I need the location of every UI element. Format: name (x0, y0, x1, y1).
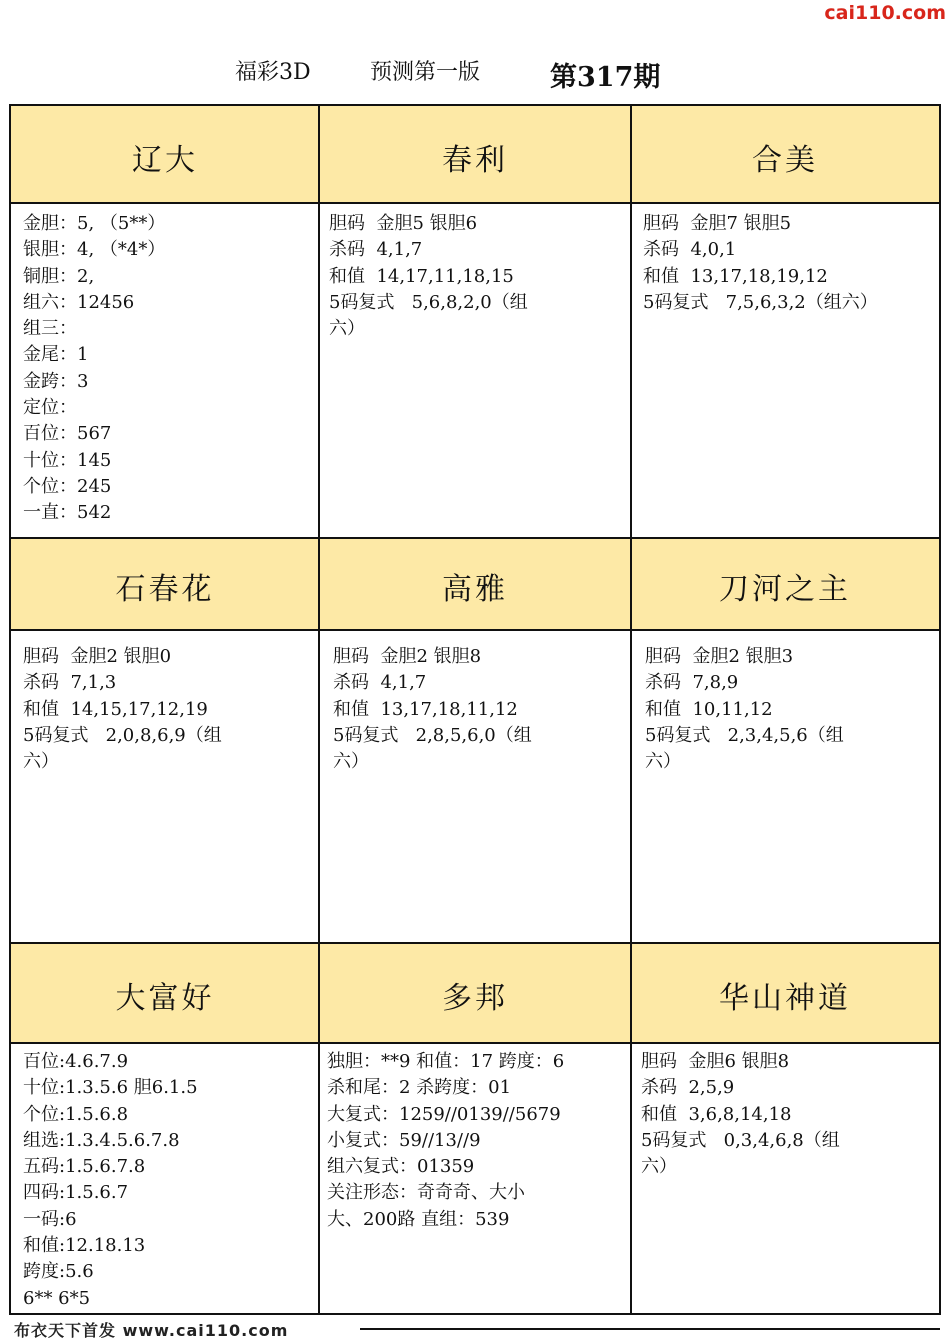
prediction-line: 和值 14,15,17,12,19 (23, 698, 208, 720)
prediction-line: 5码复式 5,6,8,2,0（组 (329, 291, 528, 313)
prediction-line: 百位:4.6.7.9 (23, 1051, 129, 1072)
footer-credit: 布衣天下首发 www.cai110.com (14, 1321, 289, 1340)
prediction-line: 5码复式 2,8,5,6,0（组 (333, 724, 532, 746)
prediction-line: 四码:1.5.6.7 (23, 1182, 129, 1204)
prediction-line: 5码复式 0,3,4,6,8（组 (641, 1129, 840, 1151)
prediction-line: 组三： (23, 318, 77, 340)
prediction-text (643, 211, 878, 316)
prediction-line: 和值 13,17,18,11,12 (333, 698, 518, 720)
prediction-line: 独胆：**9 和值：17 跨度：6 (327, 1051, 565, 1072)
prediction-text (23, 1049, 198, 1312)
prediction-line: 六） (329, 318, 365, 340)
prediction-line: 胆码 金胆2 银胆8 (333, 646, 482, 667)
prediction-line: 银胆：4, （*4*） (23, 239, 166, 261)
issue-number: 第317期 (550, 62, 661, 93)
prediction-line: 5码复式 7,5,6,3,2（组六） (643, 291, 878, 313)
prediction-line: 铜胆：2, (23, 265, 95, 287)
prediction-line: 组选:1.3.4.5.6.7.8 (23, 1129, 180, 1151)
prediction-line: 大复式：1259//0139//5679 (327, 1103, 561, 1125)
grid-line (11, 202, 939, 204)
prediction-line: 个位：245 (23, 475, 112, 497)
predictor-name: 合美 (752, 142, 818, 178)
prediction-line: 胆码 金胆6 银胆8 (641, 1051, 790, 1072)
prediction-line: 关注形态：奇奇奇、大小 (327, 1182, 525, 1204)
prediction-line: 6** 6*5 (23, 1287, 91, 1309)
prediction-line: 一直：542 (23, 502, 112, 524)
prediction-text (327, 1049, 564, 1233)
predictor-name: 高雅 (442, 572, 508, 607)
prediction-line: 5码复式 2,3,4,5,6（组 (645, 724, 844, 746)
prediction-line: 和值 14,17,11,18,15 (329, 265, 514, 287)
prediction-line: 和值:12.18.13 (23, 1235, 146, 1257)
prediction-line: 5码复式 2,0,8,6,9（组 (23, 724, 222, 746)
prediction-line: 十位：145 (23, 449, 112, 471)
prediction-line: 个位:1.5.6.8 (23, 1103, 129, 1125)
prediction-line: 胆码 金胆2 银胆3 (645, 646, 794, 667)
predictor-name: 春利 (442, 142, 508, 178)
prediction-line: 胆码 金胆2 银胆0 (23, 646, 172, 667)
prediction-line: 杀码 4,0,1 (643, 239, 737, 261)
prediction-line: 六） (23, 751, 59, 773)
grid-line (318, 106, 320, 1313)
prediction-line: 杀码 4,1,7 (333, 672, 427, 694)
prediction-line: 金尾：1 (23, 344, 89, 366)
grid-line (11, 537, 939, 539)
prediction-line: 大、200路 直组：539 (327, 1208, 510, 1230)
prediction-line: 一码:6 (23, 1208, 77, 1230)
predictor-name: 刀河之主 (719, 572, 851, 607)
prediction-text (23, 644, 222, 775)
prediction-line: 杀码 2,5,9 (641, 1077, 735, 1099)
predictor-name: 石春花 (115, 572, 215, 607)
predictor-name: 辽大 (132, 142, 198, 178)
prediction-text (333, 644, 532, 775)
version-title: 预测第一版 (370, 60, 481, 85)
prediction-line: 跨度:5.6 (23, 1261, 94, 1283)
prediction-line: 金跨：3 (23, 370, 89, 392)
prediction-line: 金胆：5, （5**） (23, 213, 166, 234)
prediction-line: 和值 10,11,12 (645, 698, 773, 720)
prediction-line: 组六：12456 (23, 291, 135, 313)
prediction-line: 和值 13,17,18,19,12 (643, 265, 828, 287)
prediction-line: 和值 3,6,8,14,18 (641, 1103, 792, 1125)
prediction-line: 十位:1.3.5.6 胆6.1.5 (23, 1077, 198, 1099)
prediction-line: 六） (645, 751, 681, 773)
prediction-line: 五码:1.5.6.7.8 (23, 1156, 146, 1178)
prediction-line: 组六复式：01359 (327, 1156, 475, 1178)
grid-line (11, 942, 939, 944)
page-header (200, 55, 680, 95)
prediction-text (329, 211, 528, 342)
predictor-name: 多邦 (442, 981, 508, 1016)
predictor-name: 大富好 (115, 981, 215, 1016)
prediction-line: 杀码 7,1,3 (23, 672, 117, 694)
prediction-line: 胆码 金胆7 银胆5 (643, 213, 792, 234)
prediction-line: 六） (641, 1156, 677, 1178)
watermark: cai110.com (824, 2, 946, 24)
prediction-line: 小复式：59//13//9 (327, 1129, 481, 1151)
prediction-text (23, 211, 165, 527)
prediction-text (645, 644, 844, 775)
prediction-text (641, 1049, 840, 1180)
prediction-line: 杀码 7,8,9 (645, 672, 739, 694)
prediction-line: 定位： (23, 397, 77, 419)
predictor-name: 华山神道 (719, 981, 851, 1016)
game-title: 福彩3D (235, 60, 311, 85)
grid-line (11, 1042, 939, 1044)
prediction-line: 六） (333, 751, 369, 773)
prediction-line: 杀和尾：2 杀跨度：01 (327, 1077, 512, 1099)
prediction-line: 百位：567 (23, 423, 112, 445)
prediction-grid (9, 104, 941, 1315)
grid-line (11, 629, 939, 631)
footer-divider (360, 1328, 940, 1330)
grid-line (630, 106, 632, 1313)
prediction-line: 杀码 4,1,7 (329, 239, 423, 261)
prediction-line: 胆码 金胆5 银胆6 (329, 213, 478, 234)
